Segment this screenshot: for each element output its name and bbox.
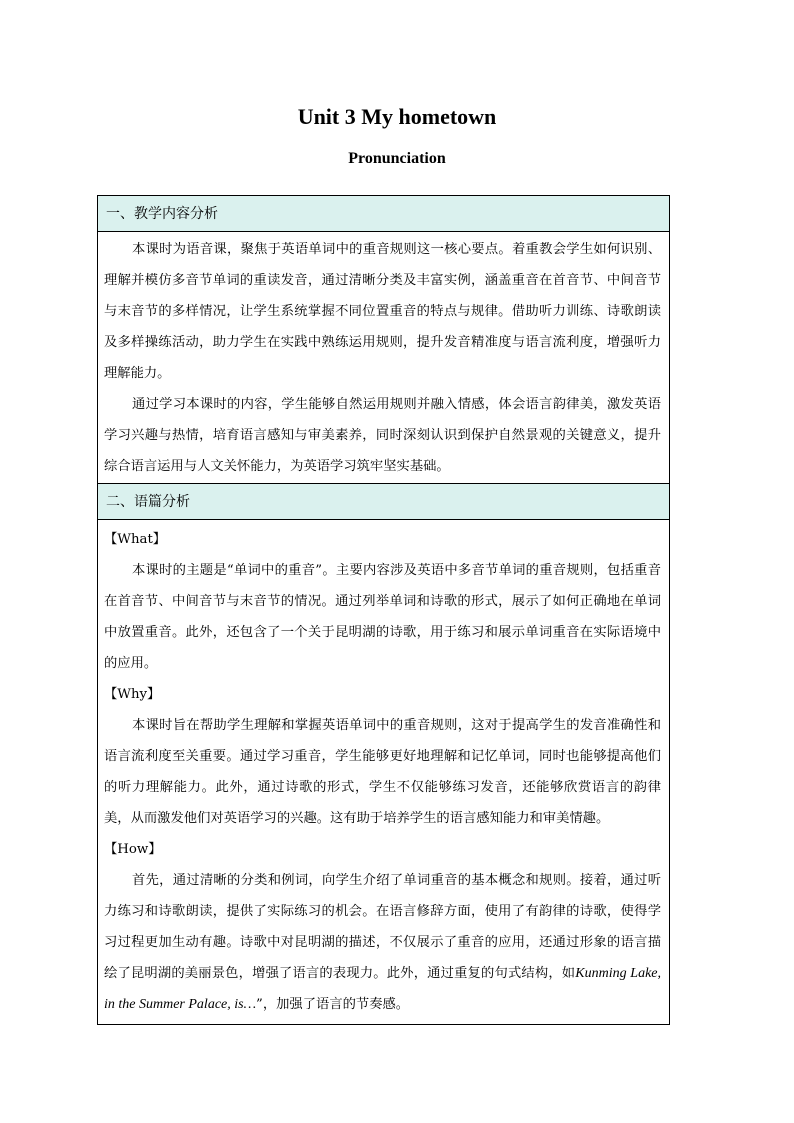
document-subtitle: Pronunciation [348,150,446,167]
section-body-text-analysis [98,520,669,1024]
document-title: Unit 3 My hometown [297,104,497,129]
section-body-content-analysis [98,232,669,484]
how-tag: 【How】 [104,842,162,857]
how-paragraph [104,865,661,1020]
why-paragraph: 本课时旨在帮助学生理解和掌握英语单词中的重音规则，这对于提高学生的发音准确性和语言流利度至关重要。通过学习重音，学生能够更好地理解和记忆单词，同时也能够提高他们的听力理解能力。此外，通过诗歌的形式，学生不仅能够练习发音，还能够欣赏语言的韵律美，从而激发他们对英语学习的兴趣。这有助于培养学生的语言感知能力和审美情趣。 [104,718,661,826]
what-paragraph: 本课时的主题是“单词中的重音”。主要内容涉及英语中多音节单词的重音规则，包括重音在首音节、中间音节与末音节的情况。通过列举单词和诗歌的形式，展示了如何正确地在单词中放置重音。此外，还包含了一个关于昆明湖的诗歌，用于练习和展示单词重音在实际语境中的应用。 [104,563,661,671]
paragraph: 本课时为语音课，聚焦于英语单词中的重音规则这一核心要点。着重教会学生如何识别、理解并模仿多音节单词的重读发音，通过清晰分类及丰富实例，涵盖重音在首音节、中间音节与末音节的多样情况，让学生系统掌握不同位置重音的特点与规律。借助听力训练、诗歌朗读及多样操练活动，助力学生在实践中熟练运用规则，提升发音精准度与语言流利度，增强听力理解能力。 [104,242,661,381]
how-text-before: 首先，通过清晰的分类和例词，向学生介绍了单词重音的基本概念和规则。接着，通过听力练习和诗歌朗读，提供了实际练习的机会。在语言修辞方面，使用了有韵律的诗歌，使得学习过程更加生动有趣。诗歌中对昆明湖的描述，不仅展示了重音的应用，还通过形象的语言描绘了昆明湖的美丽景色，增强了语言的表现力。此外，通过重复的句式结构，如 [104,873,661,981]
section-header-content-analysis: 一、教学内容分析 [98,196,669,232]
what-tag: 【What】 [104,532,167,547]
how-text-after: ”，加强了语言的节奏感。 [256,997,410,1012]
section-header-text-analysis: 二、语篇分析 [98,484,669,520]
lesson-analysis-table [97,195,670,1025]
why-tag: 【Why】 [104,687,161,702]
paragraph: 通过学习本课时的内容，学生能够自然运用规则并融入情感，体会语言韵律美，激发英语学习兴趣与热情，培育语言感知与审美素养，同时深刻认识到保护自然景观的关键意义，提升综合语言运用与人文关怀能力，为英语学习筑牢坚实基础。 [104,397,661,474]
how-text-italic-example: Kunming Lake, in the Summer Palace, is… [104,966,662,1012]
